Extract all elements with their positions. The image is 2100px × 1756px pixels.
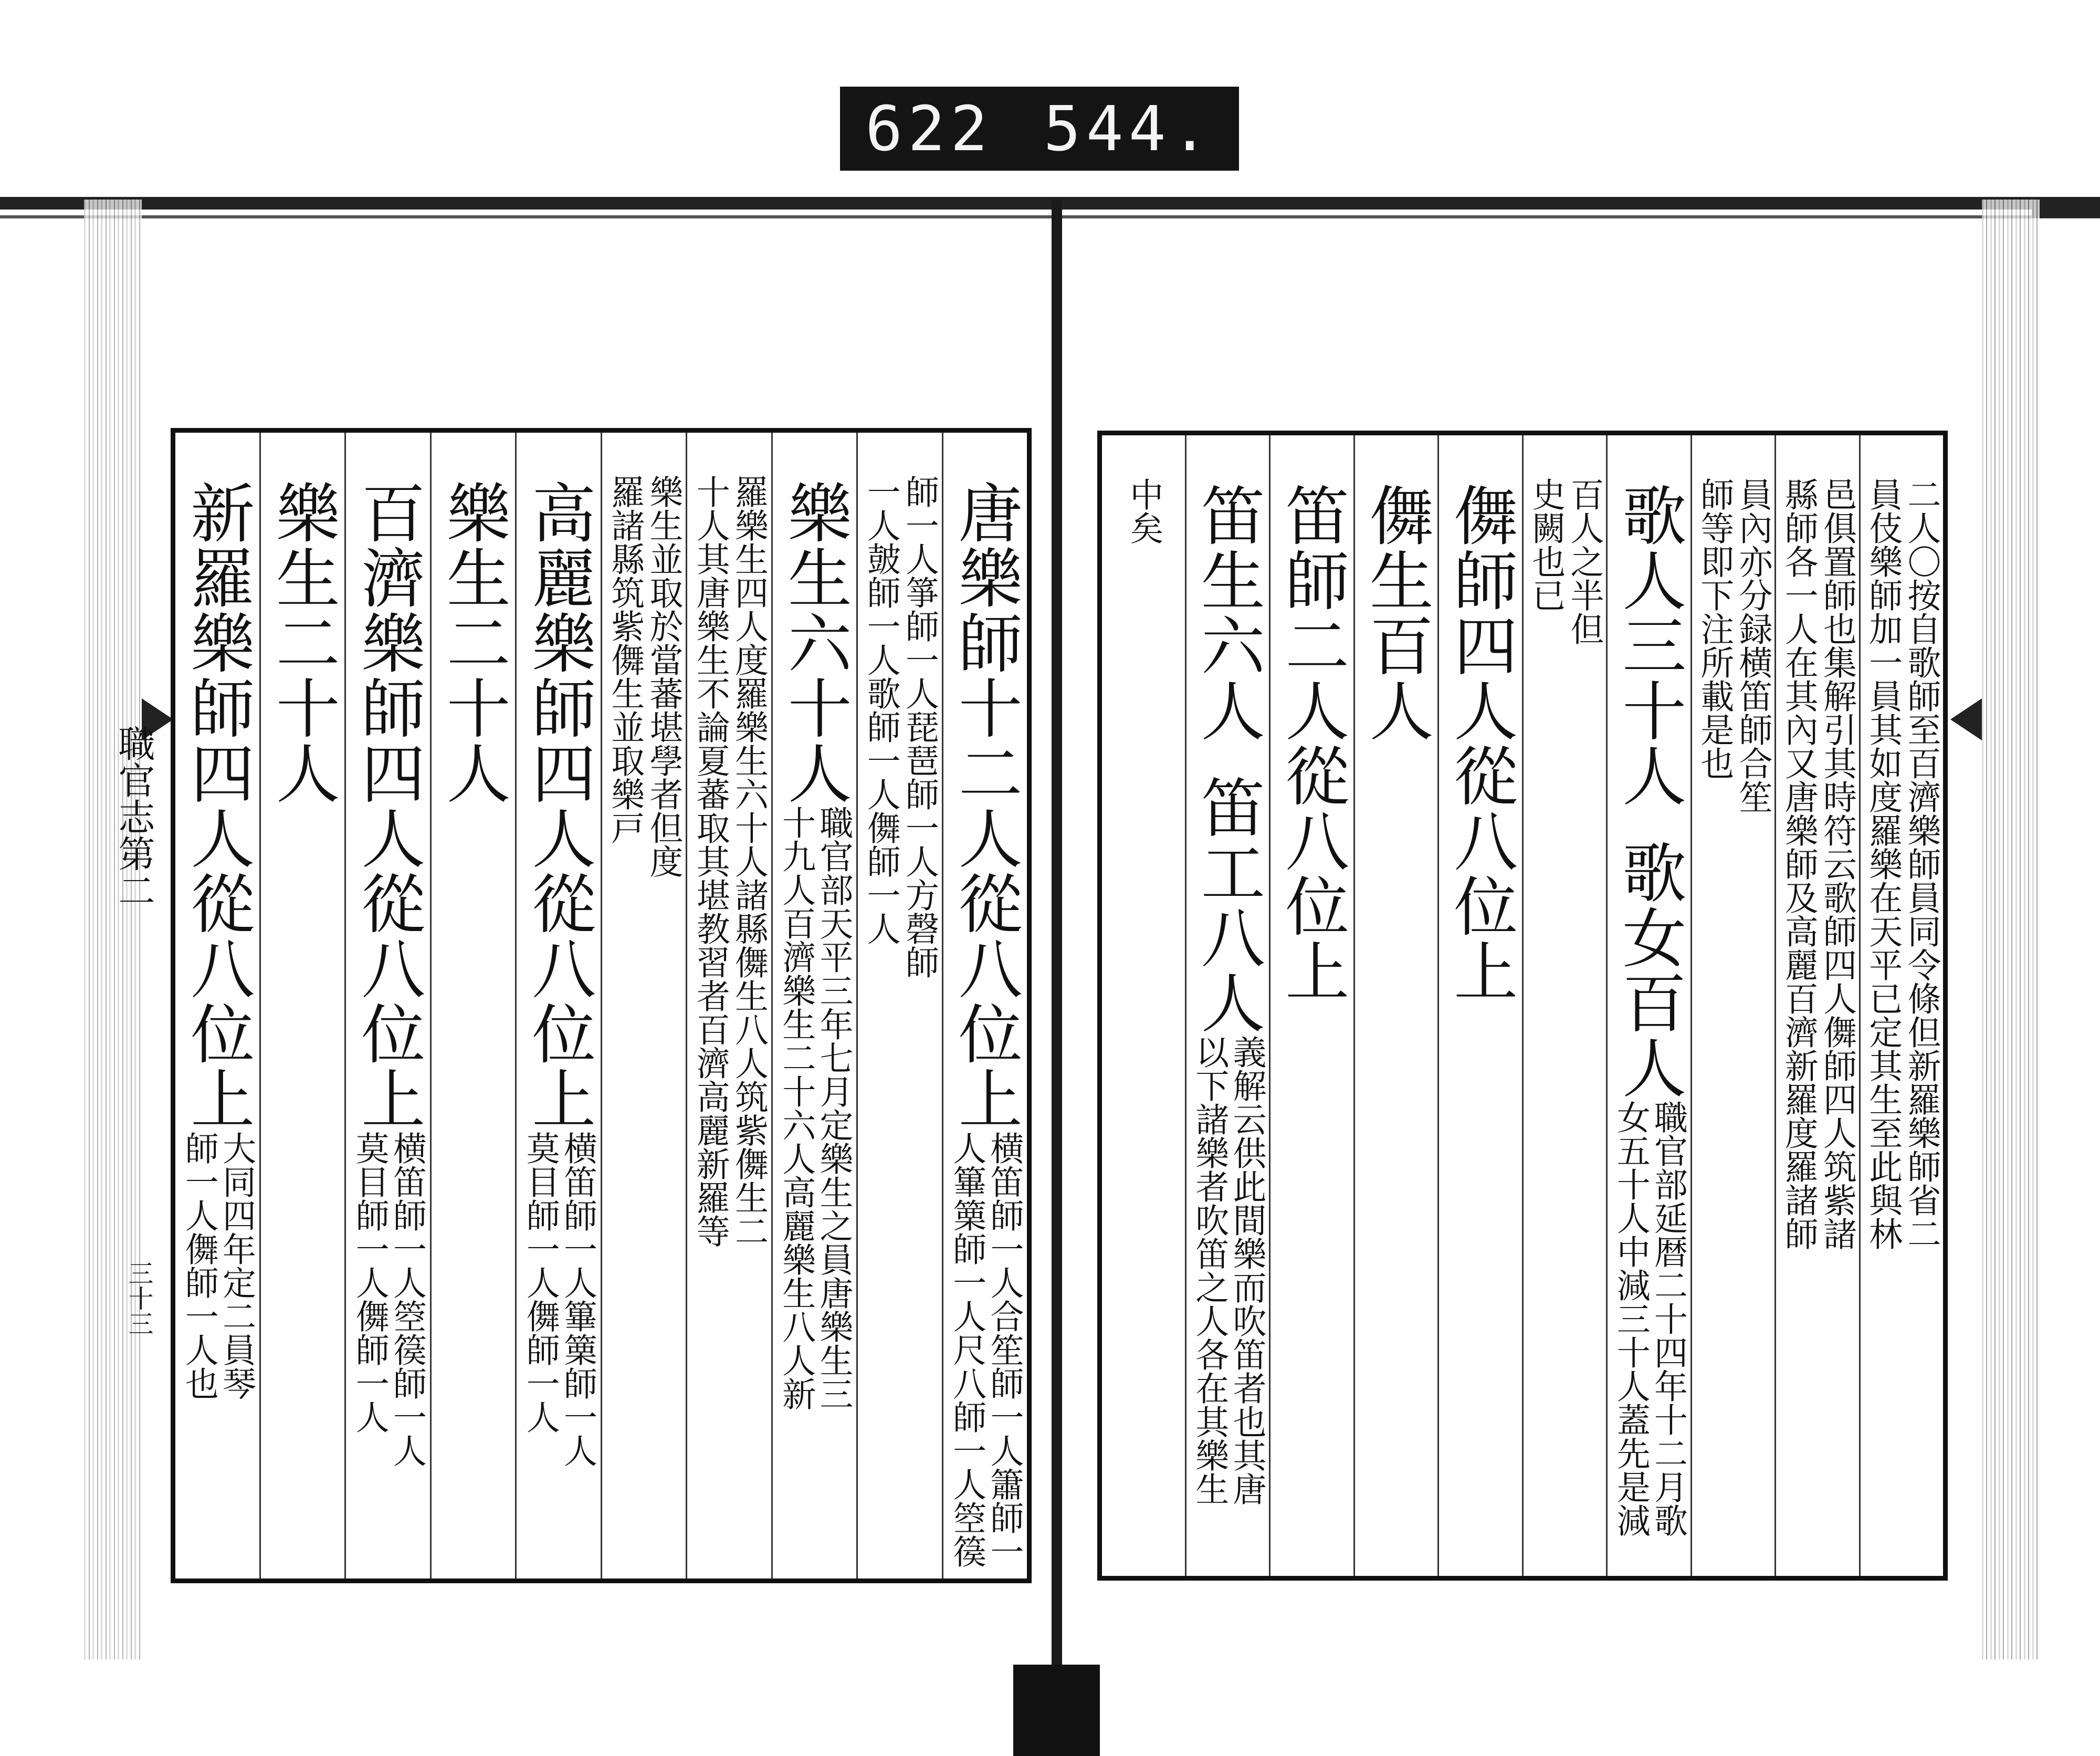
annotation-line: 莫目師一人儛師一人 [350,1131,389,1434]
annotation-line: 義解云供此間樂而吹笛者也其唐 [1227,1035,1266,1506]
main-text-line: 高麗樂師四人從八位上 [521,480,596,1131]
annotation-line: 横笛師一人篳篥師一人 [558,1131,597,1467]
annotation-line: 員伎樂師加一員其如度羅樂在天平已定其生至此與林 [1863,477,1903,1250]
main-text-line: 笛師二人從八位上 [1274,483,1349,1004]
text-column [1690,435,1775,1576]
column-stack [947,480,1024,1568]
mixed-column [1186,483,1269,1576]
right-page-text-block [1097,431,1948,1581]
column-stack [1613,483,1685,1537]
annotation-line: 莫目師一人儛師一人 [520,1131,560,1434]
annotation-line: 師一人箏師一人琵琶師一人方磬師 [899,475,939,979]
annotation-pair [1776,477,1859,1576]
text-column [1859,435,1944,1576]
catalog-number-right: 544. [1043,92,1214,165]
text-column [344,433,430,1579]
text-column [1269,435,1353,1576]
text-column [1185,435,1269,1576]
book-top-line [0,215,2100,218]
main-text-line: 新羅樂師四人從八位上 [180,480,255,1131]
annotation-line: 以下諸樂者吹笛之人各在其樂生 [1190,1035,1229,1506]
main-text-line: 樂生六十人 [777,480,852,806]
right-fold-marker [1950,698,1982,740]
annotation-line: 史闕也已 [1526,477,1566,612]
annotation-line: 師一人儛師一人也 [179,1131,218,1400]
text-column [1102,435,1185,1576]
main-text-line: 笛工八人 [1190,775,1265,1035]
main-text-line: 儛師四人從八位上 [1443,483,1518,1004]
annotation-line: 横笛師一人箜篌師一人 [387,1131,426,1467]
annotation-line: 十人其唐樂生不論夏蕃取其堪教習者百濟高麗新羅等 [690,475,730,1248]
right-page-edge [1982,200,2040,1659]
margin-page-number: 三十三 [124,1260,153,1336]
annotation-pair [858,475,942,1579]
column-stack [181,480,254,1400]
annotation-line: 職官部天平三年七月定樂生之員唐樂生三 [814,806,853,1410]
book-top-edge [0,197,2100,210]
text-column [942,433,1027,1579]
text-column [601,433,686,1579]
main-text-line: 笛生六人 [1190,483,1265,743]
mixed-column [175,480,259,1579]
column-stack [352,480,424,1467]
column-stack [522,480,595,1467]
annotation-line: 邑俱置師也集解引其時符云歌師四人儛師四人筑紫諸 [1817,477,1856,1250]
mixed-column [773,480,857,1579]
main-text-line: 樂生二十人 [436,480,511,806]
annotation-line: 人篳篥師一人尺八師一人箜篌 [947,1131,986,1568]
text-column [430,433,516,1579]
annotation-line: 師等即下注所載是也 [1695,477,1734,780]
text-column [1437,435,1522,1576]
annotation-line: 縣師各一人在其內又唐樂師及高麗百濟新羅度羅諸師 [1779,477,1818,1250]
text-column [856,433,942,1579]
annotation-pair [352,1131,424,1467]
annotation-pair [687,475,771,1579]
right-page-columns [1102,435,1943,1576]
annotation-line: 樂生並取於當蕃堪學者但度 [644,475,683,878]
annotation-pair [1191,1035,1264,1506]
annotation-line: 一人皷師一人歌師一人儛師一人 [861,475,900,945]
mixed-column [1608,483,1690,1576]
annotation-pair [522,1131,595,1467]
main-text-line: 樂生二十人 [265,480,340,806]
text-column [1606,435,1690,1576]
text-column [175,433,259,1579]
main-text-line: 儛生百人 [1359,483,1434,743]
main-text-line: 唐樂師十二人從八位上 [948,480,1023,1131]
spine-bottom-block [1013,1665,1100,1756]
text-column [771,433,857,1579]
column-stack [776,480,853,1410]
text-column [1774,435,1859,1576]
column-stack [1191,483,1264,1506]
annotation-pair [1692,477,1775,1576]
book-spine [1052,200,1062,1712]
left-page-edge [84,200,142,1659]
book-corner [2032,197,2100,218]
annotation-pair [1102,477,1185,1576]
annotation-pair [181,1131,254,1400]
catalog-label [840,87,1239,171]
annotation-line: 女五十人中減三十人蓋先是減 [1611,1100,1650,1537]
text-column [259,433,345,1579]
annotation-line: 二人〇按自歌師至百濟樂師員同令條但新羅樂師省二 [1902,477,1941,1250]
annotation-line: 羅諸縣筑紫儛生並取樂戸 [605,475,645,844]
main-text-line: 歌人三十人 [1611,483,1686,808]
left-page-columns [175,433,1027,1579]
annotation-pair [776,806,853,1410]
annotation-line: 百人之半但 [1564,477,1604,645]
annotation-pair [1861,477,1944,1576]
annotation-line: 大同四年定二員琴 [216,1131,256,1400]
text-column [515,433,601,1579]
mixed-column [346,480,430,1579]
annotation-pair [947,1131,1024,1568]
left-page-text-block [171,428,1032,1583]
annotation-pair [602,475,686,1579]
text-column [686,433,771,1579]
annotation-pair [1524,477,1606,1576]
annotation-line: 中矣 [1124,477,1163,545]
main-text-line: 百濟樂師四人從八位上 [350,480,425,1131]
annotation-line: 横笛師一人合笙師一人簫師一 [984,1131,1024,1568]
margin-title: 職官志第二 [112,725,155,908]
annotation-line: 羅樂生四人度羅樂生六十人諸縣儛生八人筑紫儛生二 [729,475,768,1248]
annotation-line: 職官部延暦二十四年十二月歌 [1648,1100,1687,1537]
mixed-column [943,480,1027,1579]
catalog-number-left: 622 [865,92,993,165]
annotation-line: 十九人百濟樂生二十六人高麗樂生八人新 [776,806,816,1410]
text-column [1353,435,1438,1576]
main-text-line: 歌女百人 [1611,840,1686,1100]
mixed-column [517,480,601,1579]
text-column [1522,435,1606,1576]
annotation-line: 員內亦分録横笛師合笙 [1733,477,1772,813]
annotation-pair [1613,1100,1685,1537]
